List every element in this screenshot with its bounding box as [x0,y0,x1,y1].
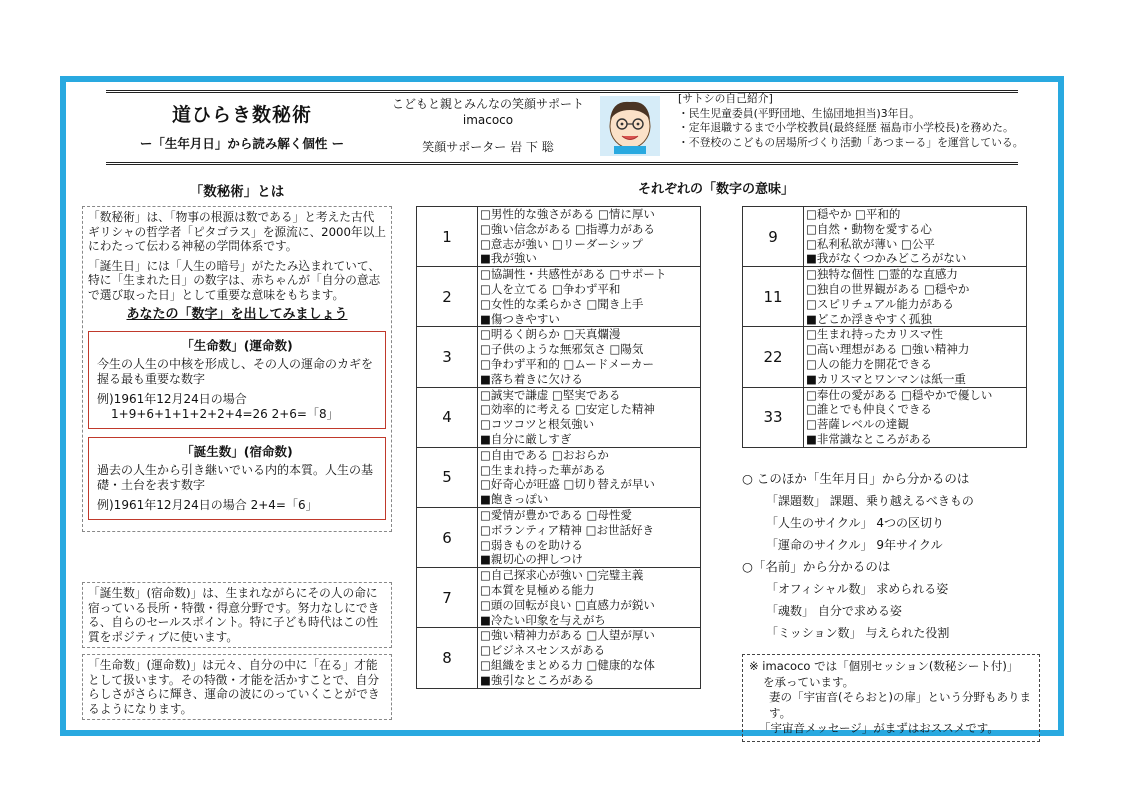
number-cell: 2 [417,267,478,327]
info-item: 「人生のサイクル」 4つの区切り [766,516,945,530]
number-meanings-table-b [742,206,1027,448]
life-number-calc: 1+9+6+1+1+2+2+4=26 2+6=「8」 [111,406,339,421]
meaning-line: ■飽きっぽい [480,492,549,507]
meaning-line: ■親切心の押しつけ [480,552,583,567]
org-line-1: こどもと親とみんなの笑顔サポート [391,97,584,111]
meaning-line: □愛情が豊かである □母性愛 [480,507,632,522]
meaning-cell [804,387,1027,447]
meaning-cell [478,628,701,688]
about-box [82,206,392,532]
info-item: 「オフィシャル数」 求められる姿 [766,582,949,596]
meaning-line: □ボランティア精神 □お世話好き [480,522,654,537]
meaning-line: □生まれ持った華がある [480,462,606,477]
meaning-cell [804,207,1027,267]
meaning-line: □自由である □おおらか [480,447,609,462]
info-item: 「課題数」 課題、乗り越えるべきもの [766,494,974,508]
number-cell: 11 [743,267,804,327]
meaning-line: □誠実で謙虚 □堅実である [480,387,621,402]
page-frame [60,76,1064,736]
number-cell: 33 [743,387,804,447]
birth-number-example: 例)1961年12月24日の場合 2+4=「6」 [97,497,318,512]
info-item: 「魂数」 自分で求める姿 [766,604,902,618]
meaning-cell [478,447,701,507]
meaning-line: ■落ち着きに欠ける [480,371,583,386]
meaning-line: □生まれ持ったカリスマ性 [806,327,943,342]
meaning-line: □女性的な柔らかさ □聞き上手 [480,296,644,311]
meaning-line: □子供のような無邪気さ □陽気 [480,342,644,357]
number-meanings-table-a [416,206,701,689]
number-row [743,387,1027,447]
number-row [417,507,701,567]
meaning-line: □強い信念がある □指導力がある [480,221,655,236]
meaning-line: □私利私欲が薄い □公平 [806,236,935,251]
org-line-2: imacoco [462,113,514,127]
number-cell: 1 [417,207,478,267]
meaning-cell [804,327,1027,387]
meaning-line: □意志が強い □リーダーシップ [480,236,643,251]
number-cell: 4 [417,387,478,447]
meaning-line: ■どこか浮きやすく孤独 [806,311,932,326]
meaning-line: ■傷つきやすい [480,311,560,326]
supporter-name: 笑顔サポーター 岩 下 聡 [422,140,554,154]
smiling-man-avatar-icon [600,96,660,156]
meaning-line: □自然・動物を愛する心 [806,221,932,236]
about-paragraph-1: 「数秘術」は、「物事の根源は数である」と考えた古代ギリシャの哲学者「ピタゴラス」を源流に、2000年以上にわたって伝わる神秘の学問体系です。 [88,210,386,253]
meaning-cell [478,507,701,567]
number-cell: 5 [417,447,478,507]
number-cell: 6 [417,507,478,567]
number-row [417,628,701,688]
meaning-line: ■冷たい印象を与えがち [480,612,606,627]
meaning-line: □男性的な強さがある □情に厚い [480,207,655,221]
intro-line: ・不登校のこどもの居場所づくり活動「あつまーる」を運営している。 [678,135,1024,149]
birth-number-desc: 過去の人生から引き継いでいる内的本質。人生の基礎・土台を表す数字 [97,462,374,492]
life-number-heading: 「生命数」(運命数) [181,337,293,353]
meaning-cell [478,568,701,628]
info-item: 「ミッション数」 与えられた役割 [766,626,950,640]
meaning-line: ■自分に厳しすぎ [480,431,572,446]
meaning-line: □争わず平和的 □ムードメーカー [480,356,654,371]
number-row [743,207,1027,267]
meaning-line: ■我がなくつかみどころがない [806,251,967,266]
meaning-line: ■強引なところがある [480,672,595,687]
self-introduction [678,92,1038,150]
page-title: 道ひらき数秘術 [171,104,312,126]
birth-number-note: 「誕生数」(宿命数)」は、生まれながらにその人の命に宿っている長所・特徴・得意分野です。努力なしにできる、自らのセールスポイント。特に子ども時代はこの性質をポジティブに使います。 [82,582,392,648]
meaning-line: □高い理想がある □強い精神力 [806,342,970,357]
note-line: 妻の「宇宙音(そらおと)の扉」という分野もあります。 [769,690,1031,720]
meaning-line: □奉仕の愛がある □穏やかで優しい [806,387,993,402]
number-row [417,568,701,628]
meaning-line: ■カリスマとワンマンは紙一重 [806,371,966,386]
meaning-cell [478,327,701,387]
meaning-line: □独特な個性 □霊的な直感力 [806,267,958,282]
meaning-line: ■我が強い [480,251,537,266]
note-line: 「宇宙音メッセージ」がまずはおススメです。 [759,721,999,735]
number-row [743,327,1027,387]
meaning-line: □組織をまとめる力 □健康的な体 [480,657,655,672]
meaning-line: □誰とでも仲良くできる [806,402,932,417]
meaning-line: □菩薩レベルの達観 [806,417,909,432]
meaning-line: □効率的に考える □安定した精神 [480,402,655,417]
intro-line: ・定年退職するまで小学校教員(最終経歴 福島市小学校長)を務めた。 [678,121,1014,134]
meaning-line: □弱きものを助ける [480,537,583,552]
birthday-info-heading: ○ このほか「生年月日」から分かるのは [742,471,970,486]
intro-heading: [サトシの自己紹介] [678,92,773,105]
name-info-heading: ○「名前」から分かるのは [742,559,891,574]
page-subtitle: ー「生年月日」から読み解く個性 ー [139,136,345,151]
meaning-cell [478,387,701,447]
meaning-line: □頭の回転が良い □直感力が鋭い [480,597,655,612]
life-number-example: 例)1961年12月24日の場合 [97,391,247,406]
number-meanings-title: それぞれの「数字の意味」 [637,182,794,197]
number-row [417,387,701,447]
life-number-desc: 今生の人生の中核を形成し、その人の運命のカギを握る最も重要な数字 [97,356,374,386]
number-row [743,267,1027,327]
left-notes [82,582,392,726]
about-title: 「数秘術」とは [189,184,285,200]
number-row [417,207,701,267]
meaning-line: □明るく朗らか □天真爛漫 [480,327,621,342]
header-bottom-rule [106,162,1018,165]
meaning-line: ■非常識なところがある [806,431,932,446]
meaning-line: □人を立てる □争わず平和 [480,281,621,296]
number-row [417,327,701,387]
meaning-line: □本質を見極める能力 [480,582,595,597]
calc-title: あなたの「数字」を出してみましょう [126,307,348,322]
meaning-line: □コツコツと根気強い [480,417,595,432]
meaning-line: □自己探求心が強い □完璧主義 [480,568,644,583]
number-cell: 8 [417,628,478,688]
meaning-line: □ビジネスセンスがある [480,643,606,658]
meaning-line: □協調性・共感性がある □サポート [480,267,667,282]
number-row [417,447,701,507]
meaning-cell [478,267,701,327]
meaning-cell [478,207,701,267]
meaning-cell [804,267,1027,327]
life-number-note: 「生命数」(運命数)」は元々、自分の中に「在る」才能として扱います。その特徴・才能を活かすことで、自分らしさがさらに輝き、運命の波にのっていくことができるようになります。 [82,654,392,720]
info-item: 「運命のサイクル」 9年サイクル [766,538,943,552]
note-line: を承っています。 [763,674,855,689]
number-cell: 3 [417,327,478,387]
about-paragraph-2: 「誕生日」には「人生の暗号」がたたみ込まれていて、特に「生まれた日」の数字は、赤ちゃんが「自分の意志で選び取った日」として重要な意味をもちます。 [88,258,381,302]
intro-line: ・民生児童委員(平野団地、生協団地担当)3年目。 [678,106,921,120]
additional-info [742,468,1042,644]
meaning-line: □人の能力を開花できる [806,356,932,371]
number-row [417,267,701,327]
meaning-line: □独自の世界観がある □穏やか [806,281,970,296]
number-cell: 7 [417,568,478,628]
number-cell: 9 [743,207,804,267]
number-cell: 22 [743,327,804,387]
meaning-line: □好奇心が旺盛 □切り替えが早い [480,477,655,492]
session-note [742,654,1040,742]
birth-number-box [88,437,386,520]
life-number-box [88,331,386,429]
note-line: ※ imacoco では「個別セッション(数秘シート付)」 [749,659,1019,673]
meaning-line: □穏やか □平和的 [806,207,901,221]
organization [388,96,588,128]
meaning-line: □スピリチュアル能力がある [806,296,954,311]
left-column [82,180,392,532]
meaning-line: □強い精神力がある □人望が厚い [480,628,655,643]
birth-number-heading: 「誕生数」(宿命数) [181,443,293,459]
